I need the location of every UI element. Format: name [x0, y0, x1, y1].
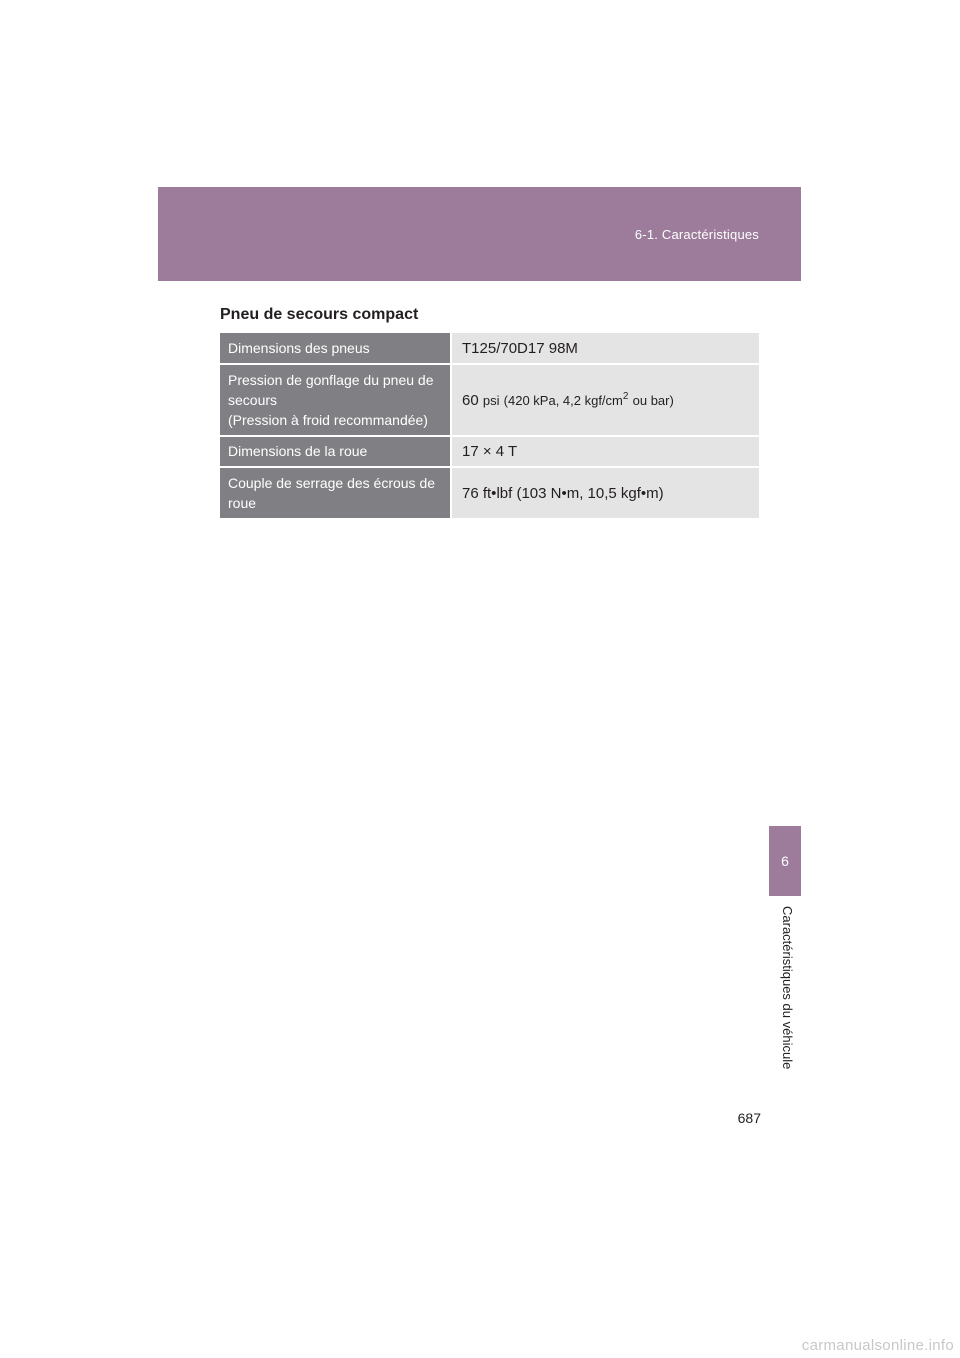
row-value-nut-torque: 76 ft•lbf (103 N•m, 10,5 kgf•m) [451, 467, 759, 518]
watermark: carmanualsonline.info [801, 1337, 954, 1354]
chapter-tab: 6 [769, 826, 801, 896]
pressure-unit: psi [482, 393, 500, 408]
superscript: 2 [622, 391, 629, 402]
header-band [158, 187, 801, 281]
row-value-tire-pressure [451, 364, 759, 436]
pressure-main: 60 [462, 392, 479, 409]
table-row [220, 467, 759, 518]
table-row [220, 436, 759, 467]
chapter-label: Caractéristiques du véhicule [780, 906, 795, 1070]
page-number: 687 [737, 1110, 761, 1126]
label-line: Couple de serrage des écrous de [228, 474, 436, 491]
label-line: (Pression à froid recommandée) [228, 411, 428, 428]
row-label-wheel-dimensions: Dimensions de la roue [220, 436, 451, 467]
table-row [220, 333, 759, 364]
pressure-conversion: (420 kPa, 4,2 kgf/cm [503, 393, 623, 408]
row-label-tire-pressure [220, 364, 451, 436]
label-line: roue [228, 494, 257, 511]
pressure-conversion-end: ou bar) [632, 393, 674, 408]
row-label-tire-dimensions: Dimensions des pneus [220, 333, 451, 364]
row-value-wheel-dimensions: 17 × 4 T [451, 436, 759, 467]
section-title: Pneu de secours compact [220, 306, 419, 323]
label-line: secours [228, 391, 278, 408]
label-line: Pression de gonflage du pneu de [228, 371, 434, 388]
table-row [220, 364, 759, 436]
row-value-tire-dimensions: T125/70D17 98M [451, 333, 759, 364]
spec-table [220, 333, 759, 518]
section-header-title: 6-1. Caractéristiques [634, 227, 759, 242]
row-label-nut-torque [220, 467, 451, 518]
